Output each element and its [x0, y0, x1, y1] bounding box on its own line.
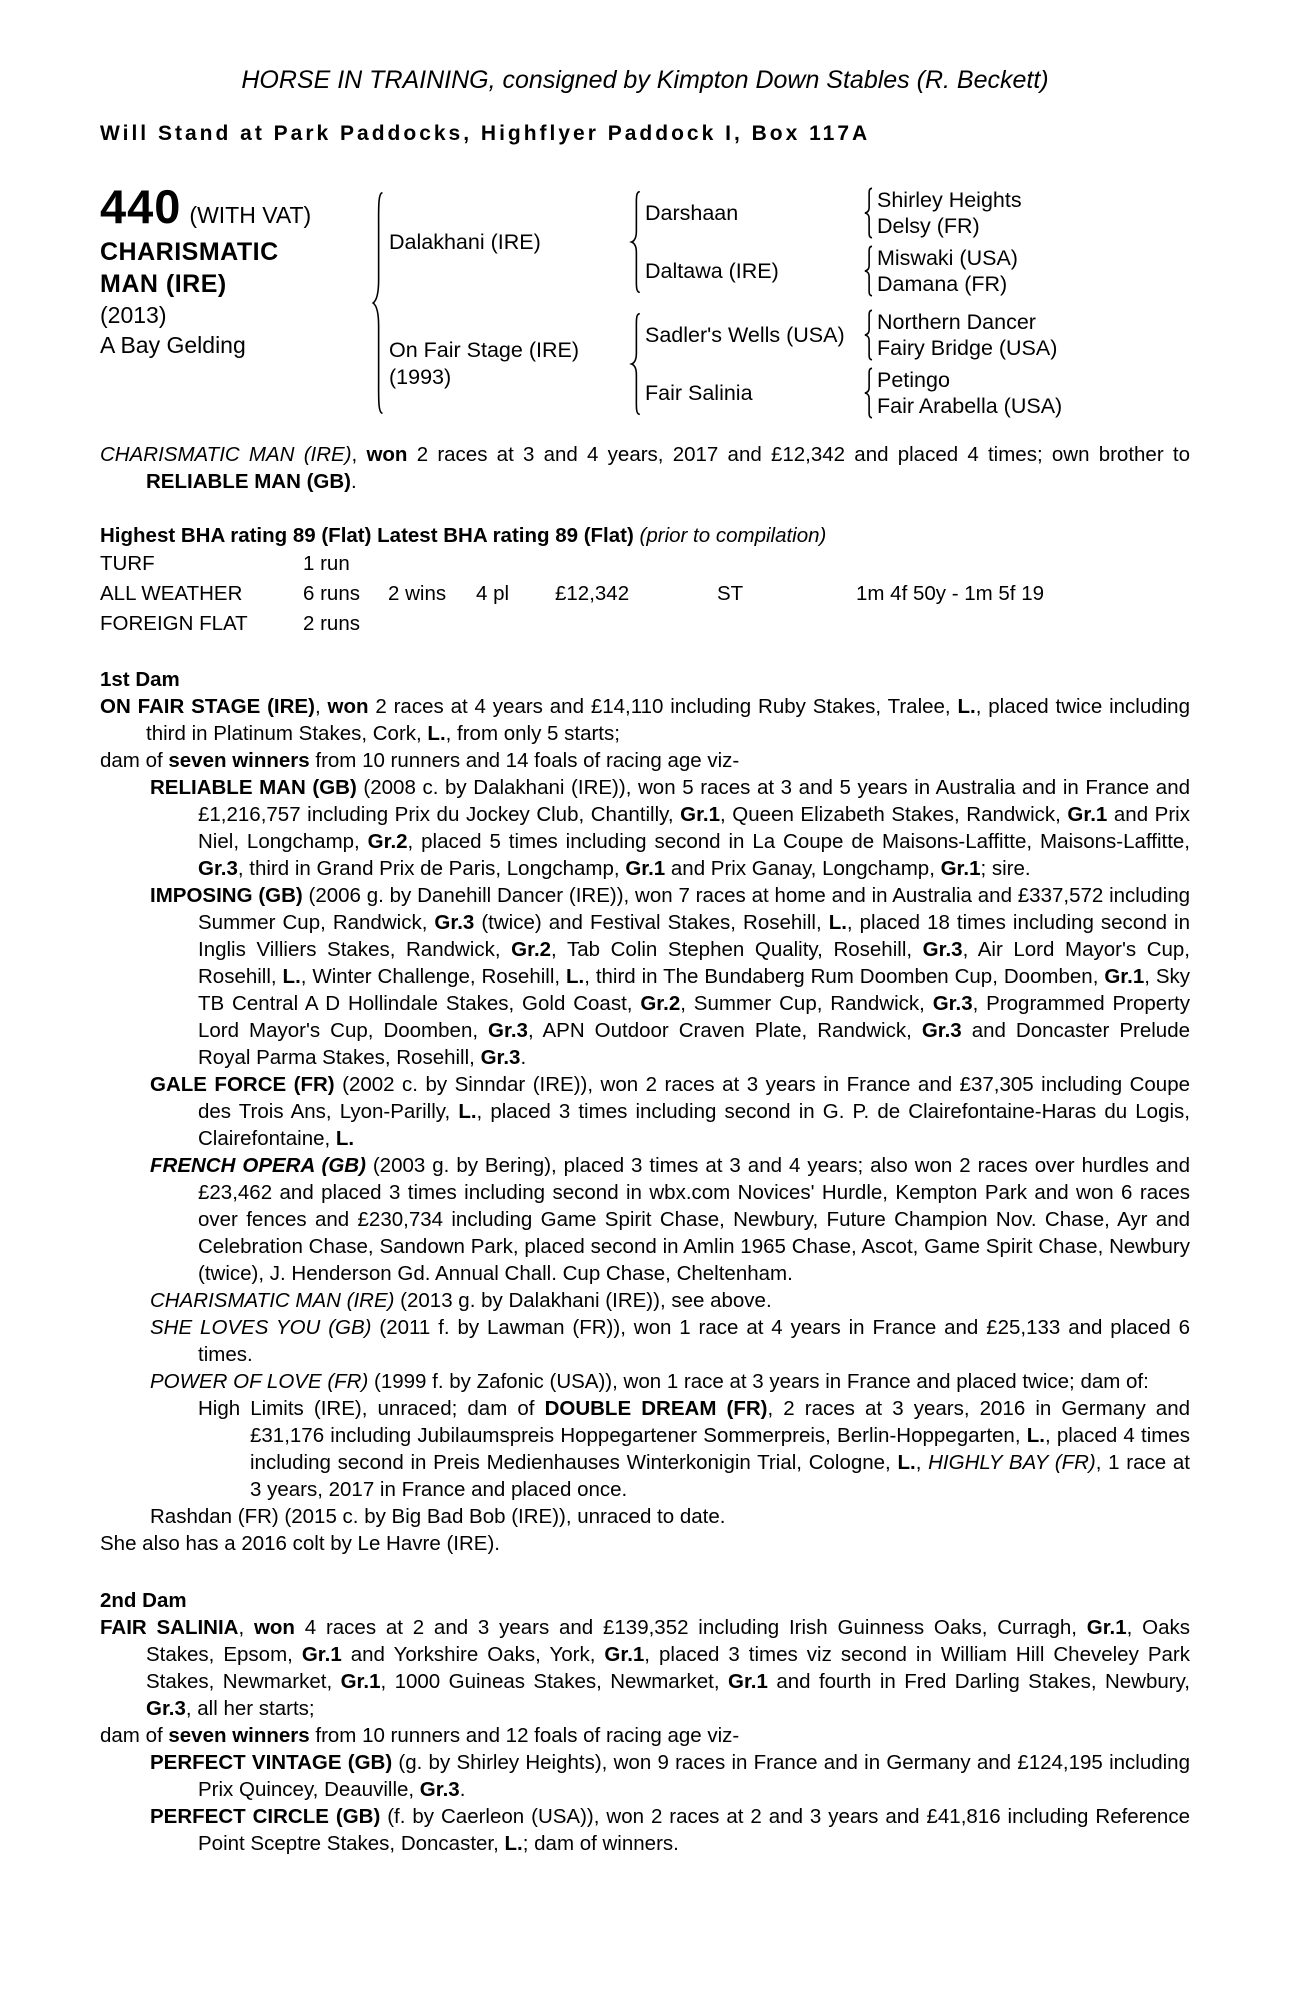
pedigree-sire [385, 229, 627, 256]
text-run: seven winners [168, 1724, 310, 1747]
text-run: Gr.3 [922, 938, 963, 961]
text-run: L. [897, 1451, 916, 1474]
text-run: , 2 races at 3 years, 2016 in Germany and £31,176 including Jubilaumspreis Hoppegartener Sommerpreis, Berlin-Hoppegarten, [250, 1397, 1190, 1447]
catalog-entry [198, 1395, 1190, 1503]
stats-cell [555, 609, 717, 639]
text-run: , 1000 Guineas Stakes, Newmarket, [380, 1670, 729, 1693]
text-run: and Doncaster Prelude Royal Parma Stakes, Rosehill, [198, 1019, 1190, 1069]
stats-cell [555, 549, 717, 579]
pedigree-great-grandparent: Damana (FR) [877, 272, 1008, 296]
pedigree-brace-icon [861, 367, 874, 419]
stats-row [100, 609, 1190, 639]
text-run: (f. by Caerleon (USA)), won 2 races at 2 and 3 years and £41,816 including Reference Point Sceptre Stakes, Doncaster, [198, 1805, 1190, 1855]
text-run: L. [504, 1832, 523, 1855]
stats-cell: 2 wins [388, 582, 447, 605]
text-run: L. [828, 911, 847, 934]
catalog-entry [150, 1287, 1190, 1314]
text-run: Gr.1 [301, 1643, 342, 1666]
catalog-entry [150, 1803, 1190, 1857]
pedigree-great-grandparent: Miswaki (USA) [877, 246, 1018, 270]
text-run: L. [566, 965, 585, 988]
text-run: Gr.2 [640, 992, 681, 1015]
text-run: 2 races at 4 years and £14,110 including Ruby Stakes, Tralee, [368, 695, 958, 718]
text-run: dam of [100, 749, 169, 772]
catalog-entry [100, 1614, 1190, 1722]
text-run: High Limits (IRE), unraced; dam of [198, 1397, 545, 1420]
stats-cell: 1m 4f 50y - 1m 5f 19 [856, 582, 1045, 605]
pedigree-sire-name: Dalakhani (IRE) [389, 229, 541, 254]
text-run: Gr.3 [146, 1697, 186, 1720]
text-run: (2003 g. by Bering), placed 3 times at 3 and 4 years; also won 2 races over hurdles and £23,462 and placed 3 times including second in wbx.com Novices' Hurdle, Kempton Park and won 6 races over fences and £230,734 including Game Spirit Chase, Newbury, Future Champion Nov. Chase, Ayr and Celebration Chase, Sandown Park, placed second in Amlin 1965 Chase, Ascot, Game Spirit Chase, Newbury (twice), J. Henderson Gd. Annual Chall. Cup Chase, Cheltenham. [198, 1154, 1190, 1285]
stats-row [100, 579, 1190, 609]
text-run: Gr.1 [604, 1643, 645, 1666]
text-run: ; sire. [980, 857, 1031, 880]
text-run: won [253, 1616, 295, 1639]
text-run: (2008 c. by Dalakhani (IRE)), won 5 races at 3 and 5 years in Australia and in France and £1,216,757 including Prix du Jockey Club, Chantilly, [198, 776, 1190, 826]
pedigree-grandparent: Daltawa (IRE) [645, 258, 779, 283]
text-run: , Sky TB Central A D Hollindale Stakes, Gold Coast, [198, 965, 1191, 1015]
pedigree-family-sire [385, 187, 1159, 297]
catalog-entry [150, 1368, 1190, 1395]
text-run: Gr.3 [932, 992, 973, 1015]
text-run: (2002 c. by Sinndar (IRE)), won 2 races at 3 years in France and £37,305 including Coupe des Trois Ans, Lyon-Parilly, [198, 1073, 1190, 1123]
dam1-entries [100, 693, 1190, 1557]
pedigree-great-grandparent: Delsy (FR) [877, 214, 980, 238]
text-run: DOUBLE DREAM (FR) [544, 1397, 768, 1420]
text-run: POWER OF LOVE (FR) [150, 1370, 369, 1393]
text-run: , APN Outdoor Craven Plate, Randwick, [527, 1019, 922, 1042]
text-run: dam of [100, 1724, 169, 1747]
pedigree-brace-icon [368, 187, 385, 419]
catalog-entry [150, 1152, 1190, 1287]
text-run: , [915, 1451, 929, 1474]
text-run: CHARISMATIC MAN (IRE) [150, 1289, 395, 1312]
text-run: and Prix Niel, Longchamp, [198, 803, 1190, 853]
text-run: IMPOSING (GB) [150, 884, 303, 907]
text-run: L. [957, 695, 976, 718]
text-run: HIGHLY BAY (FR) [928, 1451, 1096, 1474]
stats-cell: 1 run [303, 552, 350, 575]
text-run: 4 races at 2 and 3 years and £139,352 including Irish Guinness Oaks, Curragh, [294, 1616, 1087, 1639]
text-run: Gr.2 [511, 938, 552, 961]
stats-cell [476, 609, 555, 639]
race-stats-table [100, 549, 1190, 639]
section-heading-2nd-dam: 2nd Dam [100, 1589, 187, 1612]
catalog-entry [100, 1722, 1190, 1749]
horse-description: A Bay Gelding [100, 332, 246, 358]
stats-cell [717, 549, 856, 579]
text-run: Gr.3 [488, 1019, 528, 1042]
text-run: won [366, 443, 408, 466]
pedigree-dam [385, 337, 627, 391]
text-run: from 10 runners and 12 foals of racing age viz- [309, 1724, 740, 1747]
stand-location-line: Will Stand at Park Paddocks, Highflyer Paddock I, Box 117A [100, 122, 871, 145]
text-run: , placed 3 times including second in G. P. de Clairefontaine-Haras du Logis, Clairefontaine, [198, 1100, 1190, 1150]
pedigree-great-grandparent: Shirley Heights [877, 188, 1022, 212]
text-run: and Prix Ganay, Longchamp, [665, 857, 941, 880]
pedigree-table [100, 180, 1190, 419]
text-run: , Summer Cup, Randwick, [680, 992, 933, 1015]
text-run: . [350, 470, 357, 493]
text-run: , placed 5 times including second in La Coupe de Maisons-Laffitte, Maisons-Laffitte, [407, 830, 1191, 853]
text-run: from 10 runners and 14 foals of racing age viz- [309, 749, 740, 772]
text-run: RELIABLE MAN (GB) [150, 776, 357, 799]
text-run: , placed 18 times including second in Inglis Villiers Stakes, Randwick, [198, 911, 1190, 961]
stats-cell: ST [717, 582, 744, 605]
text-run: L. [427, 722, 446, 745]
text-run: PERFECT VINTAGE (GB) [150, 1751, 393, 1774]
pedigree-brace-icon [627, 189, 642, 295]
text-run: and Yorkshire Oaks, York, [341, 1643, 605, 1666]
text-run: Gr.3 [419, 1778, 460, 1801]
stats-cell [717, 609, 856, 639]
lot-info [100, 180, 368, 360]
stats-cell [388, 609, 476, 639]
text-run: , Air Lord Mayor's Cup, Rosehill, [198, 938, 1191, 988]
text-run: (g. by Shirley Heights), won 9 races in France and in Germany and £124,195 including Prix Quincey, Deauville, [198, 1751, 1190, 1801]
pedigree-great-grandparent: Petingo [877, 368, 950, 392]
stats-cell: 2 runs [303, 612, 360, 635]
text-run: , 1 race at 3 years, 2017 in France and placed once. [250, 1451, 1190, 1501]
pedigree-brace-icon [861, 187, 874, 239]
stats-cell: FOREIGN FLAT [100, 612, 248, 635]
bha-rating-bold: Highest BHA rating 89 (Flat) Latest BHA rating 89 (Flat) [100, 524, 640, 547]
catalog-entry [100, 693, 1190, 747]
text-run: Gr.3 [198, 857, 238, 880]
pedigree-brace-icon [861, 309, 874, 361]
text-run: Gr.1 [940, 857, 981, 880]
pedigree-brace-icon [627, 311, 642, 417]
catalog-entry [150, 882, 1190, 1071]
text-run: seven winners [168, 749, 310, 772]
text-run: , all her starts; [185, 1697, 315, 1720]
text-run: CHARISMATIC MAN (IRE) [100, 443, 352, 466]
text-run: (2013 g. by Dalakhani (IRE)), see above. [394, 1289, 772, 1312]
text-run: She also has a 2016 colt by Le Havre (IRE). [100, 1532, 500, 1555]
stats-cell [856, 549, 1190, 579]
catalog-entry [100, 1530, 1190, 1557]
text-run: Gr.1 [1104, 965, 1145, 988]
foaling-year: (2013) [100, 302, 167, 328]
text-run: Gr.1 [1067, 803, 1108, 826]
stats-cell: 4 pl [476, 582, 510, 605]
page-title: HORSE IN TRAINING, consigned by Kimpton Down Stables (R. Beckett) [241, 66, 1049, 94]
dam2-entries [100, 1614, 1190, 1857]
text-run: ; dam of winners. [522, 1832, 679, 1855]
text-run: ON FAIR STAGE (IRE) [100, 695, 315, 718]
race-record [100, 441, 1190, 495]
bha-rating-note: (prior to compilation) [639, 524, 827, 547]
text-run: , placed 3 times viz second in William Hill Cheveley Park Stakes, Newmarket, [146, 1643, 1190, 1693]
lot-number-line [100, 180, 368, 233]
vat-note: (WITH VAT) [189, 202, 312, 228]
text-run: Rashdan (FR) (2015 c. by Big Bad Bob (IRE)), unraced to date. [150, 1505, 726, 1528]
text-run: won [327, 695, 369, 718]
text-run: , Programmed Property Lord Mayor's Cup, Doomben, [198, 992, 1190, 1042]
text-run: Gr.1 [625, 857, 666, 880]
text-run: Gr.2 [367, 830, 408, 853]
text-run: , Oaks Stakes, Epsom, [146, 1616, 1190, 1666]
text-run: , [351, 443, 367, 466]
text-run: SHE LOVES YOU (GB) [150, 1316, 372, 1339]
text-run: , placed twice including third in Platinum Stakes, Cork, [146, 695, 1190, 745]
stats-cell [388, 549, 476, 579]
text-run: Gr.3 [480, 1046, 521, 1069]
pedigree-grandparent: Fair Salinia [645, 380, 753, 405]
catalog-entry [150, 1749, 1190, 1803]
text-run: . [520, 1046, 527, 1069]
text-run: , placed 4 times including second in Preis Medienhauses Winterkonigin Trial, Cologne, [250, 1424, 1190, 1474]
text-run: L. [335, 1127, 355, 1150]
text-run: PERFECT CIRCLE (GB) [150, 1805, 381, 1828]
pedigree-brace-icon [861, 245, 874, 297]
text-run: L. [1026, 1424, 1045, 1447]
lot-number: 440 [100, 180, 182, 233]
pedigree-family-dam [385, 309, 1159, 419]
text-run: L. [282, 965, 301, 988]
text-run: Gr.3 [434, 911, 475, 934]
text-run: , Tab Colin Stephen Quality, Rosehill, [551, 938, 923, 961]
text-run: (2006 g. by Danehill Dancer (IRE)), won 7 races at home and in Australia and £337,572 including Summer Cup, Randwick, [198, 884, 1190, 934]
text-run: FRENCH OPERA (GB) [150, 1154, 366, 1177]
stats-row [100, 549, 1190, 579]
text-run: Gr.1 [728, 1670, 768, 1693]
pedigree-great-grandparent: Fair Arabella (USA) [877, 394, 1063, 418]
stats-cell: 6 runs [303, 582, 360, 605]
text-run: Gr.1 [680, 803, 721, 826]
catalog-entry [150, 1314, 1190, 1368]
text-run: (2011 f. by Lawman (FR)), won 1 race at 4 years in France and £25,133 and placed 6 times. [198, 1316, 1190, 1366]
text-run: Gr.1 [340, 1670, 381, 1693]
text-run: . [459, 1778, 466, 1801]
text-run: Gr.1 [1086, 1616, 1127, 1639]
text-run: (1999 f. by Zafonic (USA)), won 1 race at 3 years in France and placed twice; dam of: [368, 1370, 1149, 1393]
pedigree-dam-name: On Fair Stage (IRE) [389, 338, 579, 362]
text-run: , third in The Bundaberg Rum Doomben Cup, Doomben, [584, 965, 1105, 988]
text-run: RELIABLE MAN (GB) [146, 470, 351, 493]
text-run: , [238, 1616, 254, 1639]
text-run: , third in Grand Prix de Paris, Longchamp, [237, 857, 626, 880]
text-run: , from only 5 starts; [445, 722, 620, 745]
text-run: L. [458, 1100, 477, 1123]
text-run: , Winter Challenge, Rosehill, [300, 965, 566, 988]
text-run: (twice) and Festival Stakes, Rosehill, [474, 911, 829, 934]
stats-cell: TURF [100, 552, 155, 575]
bha-rating-line [100, 522, 1190, 549]
catalog-entry [150, 774, 1190, 882]
text-run: GALE FORCE (FR) [150, 1073, 335, 1096]
text-run: , [314, 695, 328, 718]
pedigree-dam-year: (1993) [389, 365, 452, 389]
stats-cell: £12,342 [555, 582, 630, 605]
pedigree-grandparent: Sadler's Wells (USA) [645, 322, 845, 347]
catalog-entry [150, 1503, 1190, 1530]
pedigree-tree [368, 187, 1159, 419]
stats-cell [476, 549, 555, 579]
section-heading-1st-dam: 1st Dam [100, 668, 180, 691]
stats-cell: ALL WEATHER [100, 582, 243, 605]
text-run: FAIR SALINIA [100, 1616, 239, 1639]
pedigree-great-grandparent: Fairy Bridge (USA) [877, 336, 1058, 360]
text-run: , Queen Elizabeth Stakes, Randwick, [720, 803, 1068, 826]
catalog-entry [150, 1071, 1190, 1152]
horse-name: CHARISMATIC MAN (IRE) [100, 238, 279, 298]
text-run: and fourth in Fred Darling Stakes, Newbury, [767, 1670, 1191, 1693]
text-run: Gr.3 [921, 1019, 962, 1042]
pedigree-grandparent: Darshaan [645, 200, 739, 225]
text-run: 2 races at 3 and 4 years, 2017 and £12,342 and placed 4 times; own brother to [407, 443, 1190, 466]
catalog-entry [100, 747, 1190, 774]
pedigree-great-grandparent: Northern Dancer [877, 310, 1036, 334]
stats-cell [856, 609, 1190, 639]
